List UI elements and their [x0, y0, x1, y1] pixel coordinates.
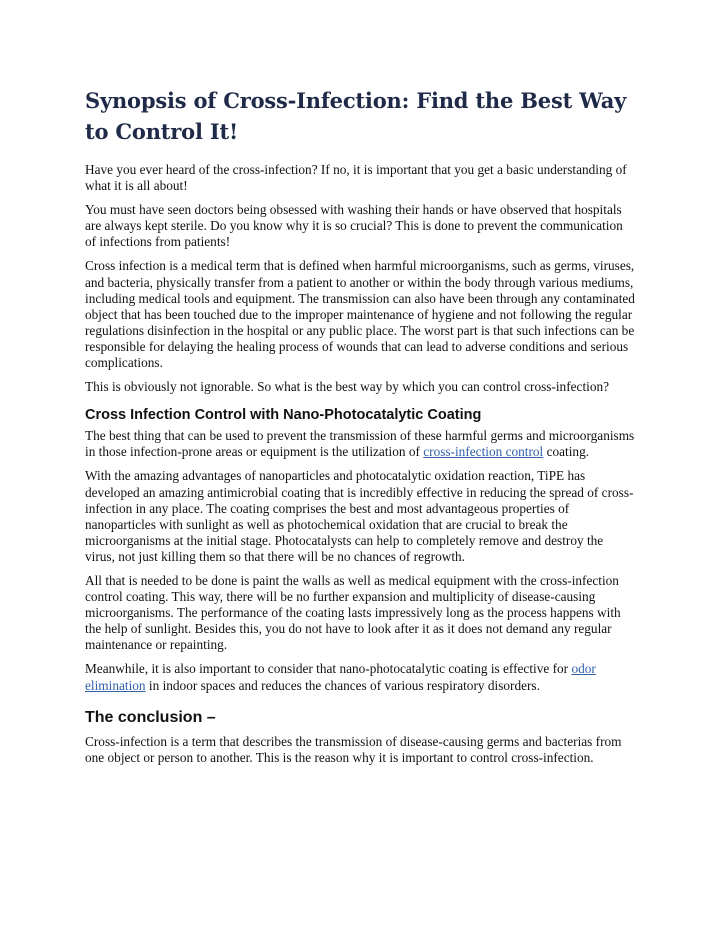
- coating-paragraph-3: All that is needed to be done is paint the walls as well as medical equipment with the cross-infection control coating. This way, there will be no further expansion and multiplicity of disease-causing microorganisms. The performance of the coating lasts impressively long as the process happens with the help of sunlight. Besides this, you do not have to look after it as it does not demand any regular maintenance or repainting.: [85, 572, 621, 653]
- section-heading-conclusion: The conclusion –: [85, 708, 216, 726]
- page-title: Synopsis of Cross-Infection: Find the Best Way to Control It!: [85, 88, 627, 144]
- article-body: [85, 85, 635, 774]
- section-heading-coating: Cross Infection Control with Nano-Photocatalytic Coating: [85, 407, 482, 424]
- paragraph-text: Meanwhile, it is also important to consider that nano-photocatalytic coating is effective for: [85, 661, 572, 677]
- paragraph-text: coating.: [543, 444, 590, 460]
- intro-paragraph-3: Cross infection is a medical term that is defined when harmful microorganisms, such as germs, viruses, and bacteria, physically transfer from a patient to another or within the body through various mediums, including medical tools and equipment. The transmission can also have been through any contaminated object that has been touched due to the improper maintenance of hygiene and not following the regular regulations disinfection in the hospital or any public place. The worst part is that such infections can be responsible for delaying the healing process of wounds that can lead to adverse conditions and serious complications.: [85, 258, 635, 371]
- odor-elimination-link[interactable]: odor elimination: [85, 661, 596, 693]
- intro-paragraph-2: You must have seen doctors being obsessed with washing their hands or have observed that hospitals are always kept sterile. Do you know why it is so crucial? This is done to prevent the communication of infections from patients!: [85, 202, 623, 250]
- coating-paragraph-4: [85, 661, 635, 693]
- intro-paragraph-1: Have you ever heard of the cross-infection? If no, it is important that you get a basic understanding of what it is all about!: [85, 162, 627, 194]
- coating-paragraph-1: [85, 428, 635, 460]
- paragraph-text: The best thing that can be used to prevent the transmission of these harmful germs and microorganisms in those infection-prone areas or equipment is the utilization of: [85, 428, 635, 460]
- intro-paragraph-4: This is obviously not ignorable. So what is the best way by which you can control cross-infection?: [85, 379, 610, 395]
- coating-paragraph-2: With the amazing advantages of nanoparticles and photocatalytic oxidation reaction, TiPE has developed an amazing antimicrobial coating that is incredibly effective in reducing the spread of cross-infection in any place. The coating comprises the best and most advantageous properties of nanoparticles with sunlight as well as photochemical oxidation that are crucial to break the microorganisms at the initial stage. Photocatalysts can help to completely remove and destroy the virus, not just killing them so that there will be no chances of regrowth.: [85, 468, 634, 564]
- cross-infection-control-link[interactable]: cross-infection control: [423, 444, 544, 460]
- paragraph-text: in indoor spaces and reduces the chances of various respiratory disorders.: [145, 677, 540, 693]
- conclusion-paragraph: Cross-infection is a term that describes the transmission of disease-causing germs and bacterias from one object or person to another. This is the reason why it is important to control cross-infection.: [85, 733, 622, 765]
